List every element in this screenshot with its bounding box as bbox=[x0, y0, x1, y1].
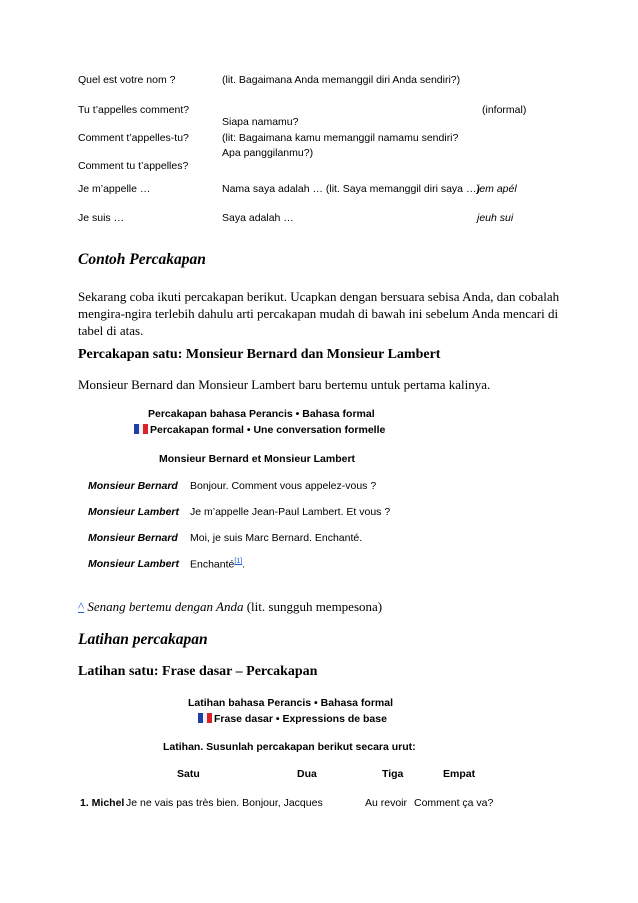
phrase-id-3b: Apa panggilanmu?) bbox=[222, 147, 314, 159]
dialog-line: Bonjour. Comment vous appelez-vous ? bbox=[190, 480, 377, 492]
dialog-box-title: Percakapan bahasa Perancis • Bahasa formal bbox=[148, 408, 375, 420]
column-header-empat: Empat bbox=[443, 768, 476, 780]
phrase-note-informal: (informal) bbox=[482, 104, 527, 116]
dialog-box-subtitle-row bbox=[134, 424, 385, 436]
footnote-ref-link[interactable]: [1] bbox=[234, 558, 243, 565]
dialog-line-text: Enchanté bbox=[190, 558, 235, 571]
phrase-id-6: Saya adalah … bbox=[222, 212, 294, 224]
phrase-fr-1: Quel est votre nom ? bbox=[78, 74, 176, 86]
exercise-cell-empat: Comment ça va? bbox=[414, 797, 494, 809]
dialog-speaker: Monsieur Bernard bbox=[88, 480, 178, 492]
french-flag-icon bbox=[198, 713, 212, 723]
exercise-cell-satu: Je ne vais pas très bien. Bonjour, Jacques bbox=[126, 797, 323, 809]
column-header-satu: Satu bbox=[177, 768, 200, 780]
dialog-line-last bbox=[190, 558, 245, 571]
exercise-cell-tiga: Au revoir bbox=[365, 797, 408, 809]
phrase-fr-2: Tu t’appelles comment? bbox=[78, 104, 190, 116]
phrase-fr-5: Je m’appelle … bbox=[78, 183, 151, 195]
latihan-box-subtitle-row bbox=[198, 713, 387, 725]
french-flag-icon bbox=[134, 424, 148, 434]
latihan-subheading: Latihan satu: Frase dasar – Percakapan bbox=[78, 664, 318, 679]
column-header-dua: Dua bbox=[297, 768, 317, 780]
phrase-pron-5: jem apél bbox=[477, 183, 517, 195]
latihan-box-subtitle: Frase dasar • Expressions de base bbox=[214, 713, 387, 725]
phrase-fr-3: Comment t’appelles-tu? bbox=[78, 132, 189, 144]
exercise-row-label: 1. Michel bbox=[80, 797, 125, 809]
phrase-id-3: (lit: Bagaimana kamu memanggil namamu sendiri? bbox=[222, 132, 459, 144]
footnote-italic: Senang bertemu dengan Anda bbox=[87, 599, 244, 614]
dialog-line-period: . bbox=[242, 558, 246, 571]
phrase-fr-4: Comment tu t’appelles? bbox=[78, 160, 189, 172]
dialog-box-subtitle: Percakapan formal • Une conversation formelle bbox=[150, 424, 386, 436]
contoh-paragraph: Sekarang coba ikuti percakapan berikut. Ucapkan dengan bersuara sebisa Anda, dan cobalah mengira-ngira terlebih dahulu arti percakapan mudah di bawah ini sebelum Anda mencari di tabel di atas. bbox=[78, 289, 560, 338]
phrase-id-1: (lit. Bagaimana Anda memanggil diri Anda sendiri?) bbox=[222, 74, 461, 86]
phrase-id-2: Siapa namamu? bbox=[222, 116, 299, 128]
percakapan-satu-intro: Monsieur Bernard dan Monsieur Lambert baru bertemu untuk pertama kalinya. bbox=[78, 377, 491, 392]
contoh-heading: Contoh Percakapan bbox=[78, 251, 206, 268]
column-header-tiga: Tiga bbox=[382, 768, 404, 780]
latihan-instruction: Latihan. Susunlah percakapan berikut secara urut: bbox=[163, 741, 416, 753]
phrase-fr-6: Je suis … bbox=[78, 212, 125, 224]
latihan-heading: Latihan percakapan bbox=[78, 631, 208, 648]
footnote-rest: (lit. sungguh mempesona) bbox=[243, 599, 383, 614]
dialog-speaker: Monsieur Lambert bbox=[88, 558, 180, 570]
footnote-back-link[interactable]: ^ bbox=[78, 599, 85, 614]
footnote bbox=[78, 599, 382, 615]
latihan-box-title: Latihan bahasa Perancis • Bahasa formal bbox=[188, 697, 394, 709]
phrase-pron-6: jeuh sui bbox=[477, 212, 514, 224]
dialog-speaker: Monsieur Bernard bbox=[88, 532, 178, 544]
phrase-id-5: Nama saya adalah … (lit. Saya memanggil diri saya …) bbox=[222, 183, 480, 195]
percakapan-satu-heading: Percakapan satu: Monsieur Bernard dan Monsieur Lambert bbox=[78, 347, 441, 362]
dialog-line: Moi, je suis Marc Bernard. Enchanté. bbox=[190, 532, 363, 544]
dialog-line: Je m’appelle Jean-Paul Lambert. Et vous ? bbox=[190, 506, 391, 518]
dialog-speaker: Monsieur Lambert bbox=[88, 506, 180, 518]
dialog-title: Monsieur Bernard et Monsieur Lambert bbox=[159, 453, 356, 465]
